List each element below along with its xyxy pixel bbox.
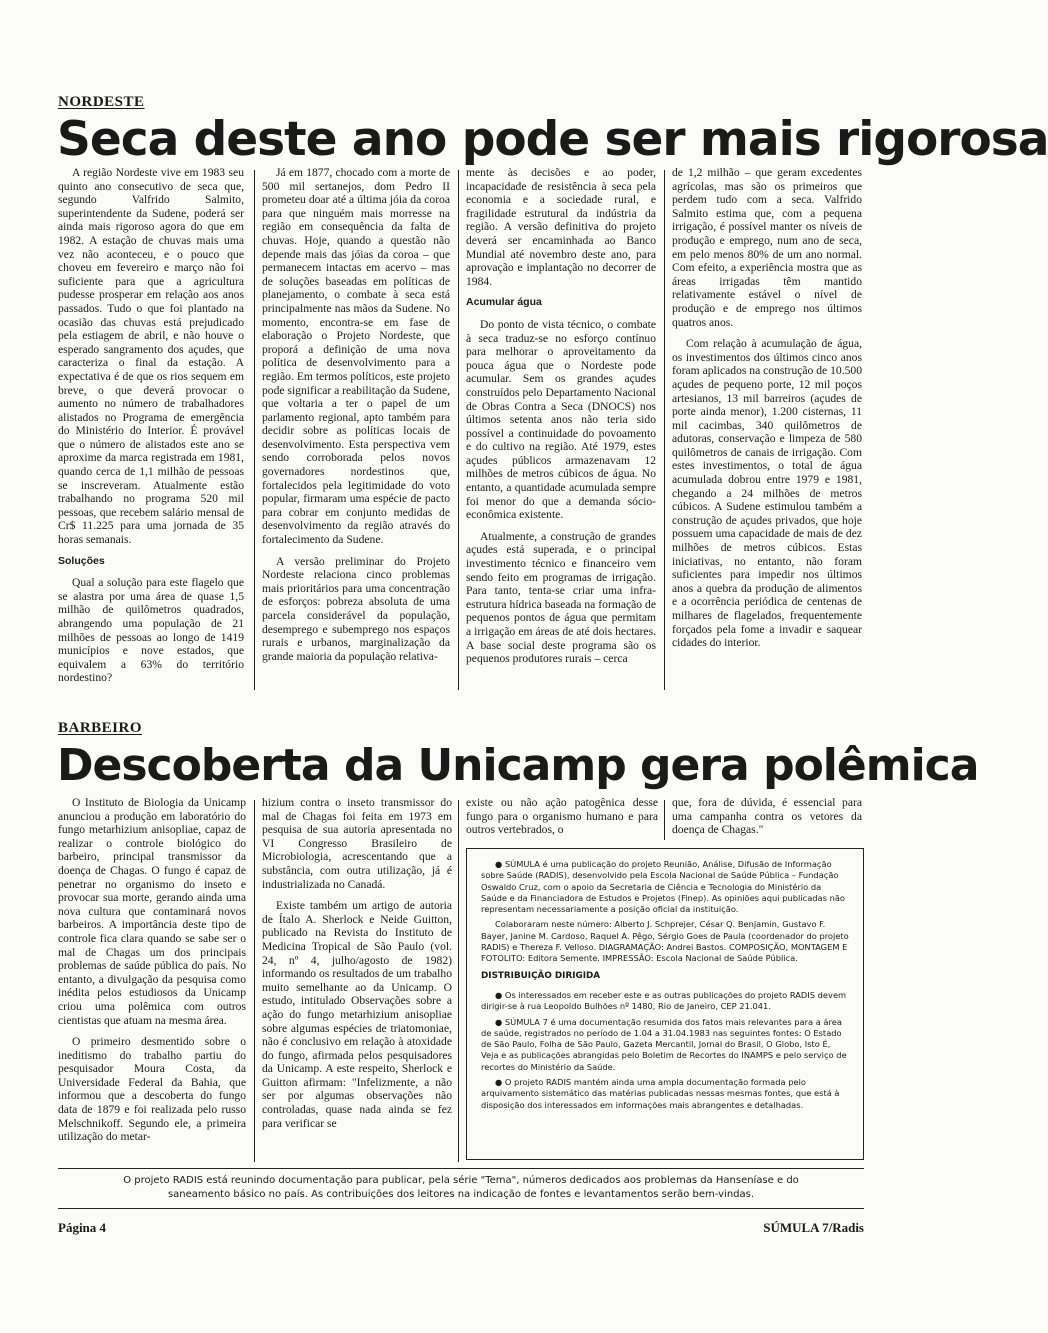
paragraph: Qual a solução para este flagelo que se alastra por uma área de quase 1,5 milhão de quilômetros quadrados, abrangendo uma população de 21 milhões de pessoas ao longo de 1419 municípios e nove estados, que equivalem a 63% do território nordestino? <box>58 576 244 685</box>
column-rule <box>664 800 665 840</box>
box-paragraph-archive: ● O projeto RADIS mantém ainda uma ampla documentação formada pelo arquivamento sistemático das matérias publicadas nessas mesmas fontes, que está à disposição dos interessados em informações mais abrangentes e detalhadas. <box>481 1077 840 1110</box>
box-paragraph-sumula: ● SÚMULA é uma publicação do projeto Reunião, Análise, Difusão de Informação sobre Saúde (RADIS), desenvolvido pela Escola Nacional de Saúde Pública – Fundação Oswaldo Cruz, com o apoio da Secretaria de Ciência e Tecnologia do Ministério da Saúde e da Financiadora de Estudos e Projetos (Finep). As opiniões aqui publicadas não representam necessariamente a posição oficial da instituição. <box>481 859 846 915</box>
footer-rule-top <box>58 1168 864 1169</box>
section-kicker-nordeste: NORDESTE <box>58 94 145 110</box>
subheading-acumular-agua: Acumular água <box>466 296 542 309</box>
footer-rule-bottom <box>58 1208 864 1209</box>
article1-column-4 <box>672 166 862 696</box>
footer-note: O projeto RADIS está reunindo documentação para publicar, pela série "Tema", números dedicados aos problemas da Hanseníase e do saneamento básico no país. As contribuições dos leitores na indicação de fontes e levantamentos serão bem-vindas. <box>123 1175 799 1200</box>
page-number: Página 4 <box>58 1220 107 1235</box>
box-heading-distribuicao: DISTRIBUIÇÃO DIRIGIDA <box>481 970 601 981</box>
section-kicker-barbeiro: BARBEIRO <box>58 720 143 736</box>
article1-column-3 <box>466 166 656 696</box>
paragraph: de 1,2 milhão – que geram excedentes agrícolas, mas são os primeiros que perdem tudo com a seca. Valfrido Salmito estima que, com a pequena irrigação, é possível manter os níveis de produção e emprego, num ano de seca, em pelo menos 80% de um ano normal. Com efeito, a experiência mostra que as áreas irrigadas têm mantido relativamente estável o nível de produção e de emprego nos últimos quatros anos. <box>672 166 862 329</box>
column-rule <box>458 800 459 1162</box>
headline-seca: Seca deste ano pode ser mais rigorosa <box>57 112 1048 167</box>
paragraph: Já em 1877, chocado com a morte de 500 mil sertanejos, dom Pedro II prometeu doar até a última jóia da coroa para que ninguém mais morresse na região em consequência da falta de chuvas. Hoje, quando a questão não depende mais das jóias da coroa – que permanecem intactas em acervo – mas de soluções baseadas em políticas de planejamento, o combate à seca está principalmente nas mãos da Sudene. No momento, encontra-se em fase de elaboração o Projeto Nordeste, que proporá a definição de uma nova política de desenvolvimento para a região. Em termos políticos, este projeto pode significar a reabilitação da Sudene, que voltaria a ter o papel de um parlamento regional, apto também para decidir sobre as políticas locais de desenvolvimento. Esta perspectiva vem sendo corroborada pelos novos governadores nordestinos que, fortalecidos pela legitimidade do voto popular, firmaram uma espécie de pacto para cobrar em conjunto medidas de desenvolvimento da região através do fortalecimento da Sudene. <box>262 166 450 547</box>
paragraph: A versão preliminar do Projeto Nordeste relaciona cinco problemas mais prioritários para uma concentração de esforços: pobreza absoluta de uma parcela considerável da população, desemprego e subemprego nos espaços rurais e urbanos, marginalização da grande maioria da população relativa- <box>262 554 450 663</box>
box-paragraph-credits: Colaboraram neste número: Alberto J. Schprejer, César Q. Benjamin, Gustavo F. Bayer, Janine M. Cardoso, Raquel A. Pêgo, Sérgio Goes de Paula (coordenador do projeto RADIS) e Thereza F. Velloso. DIAGRAMAÇÃO: Andrei Bastos. COMPOSIÇÃO, MONTAGEM E FOTOLITO: Editora Semente. IMPRESSÃO: Escola Nacional de Saúde Pública. <box>481 919 849 964</box>
paragraph: que, fora de dúvida, é essencial para uma campanha contra os vetores da doença de Chagas." <box>672 796 862 837</box>
credits-box <box>466 848 864 1160</box>
paragraph: Existe também um artigo de autoria de Ítalo A. Sherlock e Neide Guitton, publicado na Revista do Instituto de Medicina Tropical de São Paulo (vol. 24, nº 4, julho/agosto de 1982) informando os resultados de um trabalho muito semelhante ao da Unicamp. O estudo, intitulado Observações sobre a ação do fungo metarhizium anisopliae sobre algumas espécies de triatomoniae, não é conclusivo em relação à atoxidade do fungo, afirmada pelos pesquisadores da Unicamp. A este respeito, Sherlock e Guitton afirmam: "Infelizmente, a não ser por algumas observações não controladas, quase nada ainda se fez para verificar se <box>262 899 452 1130</box>
paragraph: mente às decisões e ao poder, incapacidade de resistência à seca pela economia e a sociedade rural, e fragilidade estrutural da indústria da região. A versão definitiva do projeto deverá ser encaminhada ao Banco Mundial até novembro deste ano, para aprovação e implantação no decorrer de 1984. <box>466 166 656 288</box>
article2-column-4 <box>672 796 862 842</box>
paragraph: O primeiro desmentido sobre o ineditismo do trabalho partiu do pesquisador Moura Costa, da Universidade Federal da Bahia, que informou que a descoberta do fungo data de 1879 e foi realizada pelo russo Melschnikoff. Segundo ele, a primeira utilização do metar- <box>58 1035 246 1144</box>
article1-column-2 <box>262 166 450 696</box>
paragraph: Com relação à acumulação de água, os investimentos dos últimos cinco anos foram aplicados na construção de 10.500 açudes de pequeno porte, 12 mil poços artesianos, 13 mil barreiros (açudes de porte ainda menor), 1.200 cisternas, 11 mil cacimbas, 340 quilômetros de adutoras, conservação e limpeza de 580 quilômetros de canais de irrigação. Com estes investimentos, o total de água acumulada dobrou entre 1979 e 1981, chegando a 24 milhões de metros cúbicos. A Sudene estimulou também a construção de açudes privados, que hoje possuem uma capacidade de mais de dez milhões de metros cúbicos. Estas iniciativas, no entanto, não foram suficientes para impedir nos últimos anos a quebra da produção de alimentos e a ocorrência periódica de centenas de milhares de flagelados, frequentemente forçados pela fome a invadir e saquear cidades do interior. <box>672 337 862 650</box>
publication-name: SÚMULA 7/Radis <box>763 1220 864 1235</box>
paragraph: hizium contra o inseto transmissor do mal de Chagas foi feita em 1973 em pesquisa de sua autoria apresentada no VI Congresso Brasileiro de Microbiologia, acrescentando que a substância, com outra utilização, já é industrializada no Canadá. <box>262 796 452 891</box>
headline-unicamp: Descoberta da Unicamp gera polêmica <box>57 740 979 791</box>
column-rule <box>254 800 255 1162</box>
subheading-solucoes: Soluções <box>58 554 105 567</box>
paragraph: Atualmente, a construção de grandes açudes está superada, e o principal investimento técnico e financeiro vem sendo feito em programas de irrigação. Para tanto, tenta-se criar uma infra-estrutura hídrica baseada na formação de pequenos pontos de água que permitam a irrigação em áreas de até dois hectares. A base social deste programa são os pequenos produtores rurais – cerca <box>466 529 656 666</box>
article1-column-1 <box>58 166 244 696</box>
paragraph: O Instituto de Biologia da Unicamp anunciou a produção em laboratório do fungo metarhizium anisopliae, capaz de realizar o controle biológico do barbeiro, principal transmissor da doença de Chagas. O fungo é capaz de penetrar no organismo do inseto e provocar sua morte, gerando ainda uma nova cultura que contaminará novos barbeiros. A importância deste tipo de controle fica clara quando se sabe ser o mal de Chagas um dos principais problemas de saúde pública do país. No entanto, a divulgação da pesquisa como inédita pelos estudiosos da Unicamp criou uma polêmica com outros cientistas que atuam na mesma área. <box>58 796 246 1027</box>
paragraph: A região Nordeste vive em 1983 seu quinto ano consecutivo de seca que, segundo Valfrido Salmito, superintendente da Sudene, poderá ser ainda mais rigoroso agora do que em 1982. A estação de chuvas mais uma vez não aconteceu, e o pouco que choveu em fevereiro e março não foi suficiente para que a agricultura pudesse prosperar em relação aos anos passados. Tudo o que foi plantado na ocasião das chuvas está prejudicado pela estiagem de abril, e não houve o esperado sangramento dos açudes, que caracteriza o final da estação. A expectativa é de que os rios sequem em breve, o que deverá provocar o aumento no número de trabalhadores alistados no Programa de emergência do Ministério do Interior. É provável que o número de alistados este ano se aproxime da marca registrada em 1981, quando cerca de 1,1 milhão de pessoas se inscreveram. Atualmente estão trabalhando no programa 520 mil pessoas, que recebem salário mensal de Cr$ 11.225 para uma jornada de 35 horas semanais. <box>58 166 244 547</box>
box-paragraph-sources: ● SÚMULA 7 é uma documentação resumida dos fatos mais relevantes para a área de saúde, registrados no período de 1.04 a 31.04.1983 nas seguintes fontes: O Estado de São Paulo, Folha de São Paulo, Gazeta Mercantil, Jornal do Brasil, O Globo, Isto É, Veja e as publicações abrangidas pelo Boletim de Recortes do INAMPS e pelo serviço de recortes do Ministério da Saúde. <box>481 1016 847 1072</box>
article2-column-2 <box>262 796 452 1166</box>
paragraph: existe ou não ação patogênica desse fungo para o organismo humano e para outros vertebrados, o <box>466 796 658 837</box>
article2-column-3 <box>466 796 658 842</box>
article2-column-1 <box>58 796 246 1166</box>
paragraph: Do ponto de vista técnico, o combate à seca traduz-se no esforço contínuo para melhorar o aproveitamento da pouca água que o Nordeste pode acumular. Sem os grandes açudes construídos pelo Departamento Nacional de Obras Contra a Seca (DNOCS) nos últimos setenta anos não teria sido possível a continuidade do povoamento e do cultivo na região. Até 1979, estes açudes públicos armazenavam 12 milhões de metros cúbicos de água. No entanto, a quantidade acumulada sempre foi menor do que a demanda sócio-econômica existente. <box>466 317 656 522</box>
column-rule <box>664 170 665 690</box>
column-rule <box>458 170 459 690</box>
column-rule <box>254 170 255 690</box>
box-paragraph-address: ● Os interessados em receber este e as outras publicações do projeto RADIS devem dirigir-se à rua Leopoldo Bulhões nº 1480, Rio de Janeiro, CEP 21.041. <box>481 989 847 1012</box>
